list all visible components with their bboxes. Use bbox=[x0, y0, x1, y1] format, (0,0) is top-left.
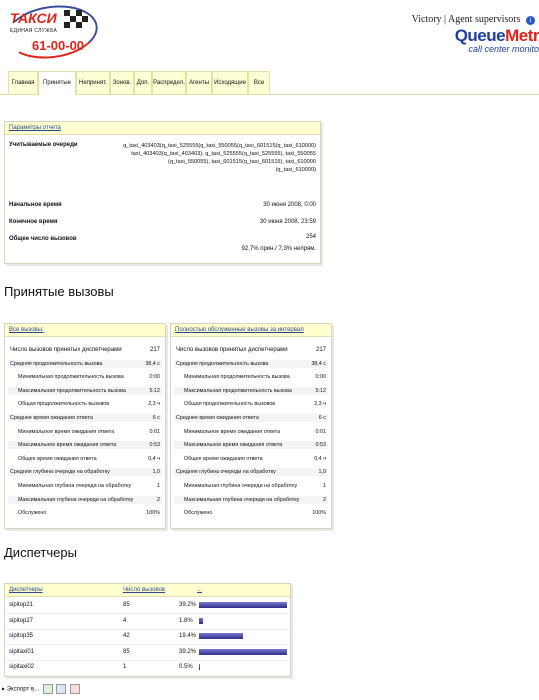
dispatcher-name[interactable]: sipitop27 bbox=[9, 617, 34, 624]
dispatcher-percent: 19.4% bbox=[179, 633, 197, 639]
dispatcher-calls: 85 bbox=[123, 602, 130, 608]
stat-row bbox=[174, 387, 328, 395]
stat-row bbox=[8, 414, 162, 422]
stat-row bbox=[8, 441, 162, 449]
stat-label: Минимальная продолжительность вызова bbox=[184, 374, 290, 381]
dispatcher-name[interactable]: sipitaxi01 bbox=[9, 648, 35, 655]
stat-row bbox=[174, 441, 328, 449]
stat-row bbox=[174, 496, 328, 504]
stat-value: 0,4 ч bbox=[314, 455, 326, 462]
dispatcher-share-bar bbox=[199, 618, 203, 624]
total-calls-value: 254 bbox=[305, 234, 316, 240]
stat-label: Максимальное время ожидания ответа bbox=[184, 442, 283, 449]
stat-row bbox=[8, 482, 162, 490]
stat-value: 6 с bbox=[152, 415, 160, 421]
stat-label: Минимальная глубина очереди на обработку bbox=[18, 483, 132, 489]
csv-export-icon[interactable] bbox=[56, 684, 66, 694]
dispatchers-table-header bbox=[5, 584, 290, 597]
tab-distribution[interactable]: Распредел. bbox=[152, 71, 186, 95]
all-calls-panel bbox=[4, 323, 166, 529]
stat-row bbox=[8, 400, 162, 408]
dispatcher-percent: 0.5% bbox=[179, 664, 193, 670]
dispatcher-row bbox=[5, 645, 290, 661]
stat-value: 1,0 bbox=[152, 469, 160, 476]
stat-value: 0:53 bbox=[315, 442, 326, 449]
stat-row bbox=[174, 428, 328, 436]
stat-value: 1 bbox=[157, 483, 160, 489]
stat-label: Обслужено bbox=[184, 510, 213, 517]
dispatcher-percent: 1.8% bbox=[179, 617, 193, 624]
stat-value: 100% bbox=[312, 510, 326, 517]
tab-accepted[interactable]: Принятые bbox=[38, 71, 76, 96]
stat-row bbox=[174, 509, 328, 517]
stat-row bbox=[8, 468, 162, 476]
logo-brand: ТАКСИ bbox=[10, 10, 57, 26]
stat-label: Максимальное время ожидания ответа bbox=[18, 442, 117, 449]
params-title: Параметры отчета bbox=[5, 122, 320, 135]
stat-value: 5:12 bbox=[149, 387, 160, 394]
dispatcher-calls: 85 bbox=[123, 648, 130, 655]
queues-value: q_taxi_403403(q_taxi_525555(q_taxi_550055(q_taxi_601515(q_taxi_610000) taxi_403403(q_taxi_403403), q_taxi_525555(q_taxi_525555), taxi_550055 (q_taxi_550055), taxi_601515(q_taxi_601515), taxi_610000 (q_taxi_610000) bbox=[123, 143, 316, 173]
dispatcher-calls: 4 bbox=[123, 617, 127, 624]
stat-row bbox=[8, 346, 162, 354]
stat-row bbox=[8, 373, 162, 381]
tab-outbound[interactable]: Исходящие bbox=[212, 71, 248, 95]
stat-value: 38,4 с bbox=[311, 360, 326, 367]
completed-calls-title: Полностью обслуженные вызовы за интервал bbox=[171, 324, 331, 337]
end-time-label: Конечное время bbox=[9, 219, 58, 225]
accepted-heading: Принятые вызовы bbox=[4, 284, 114, 299]
tab-unanswered[interactable]: Непринят. bbox=[76, 71, 110, 95]
stat-row bbox=[8, 428, 162, 436]
taxi-logo bbox=[2, 2, 94, 62]
col-more[interactable]: ... bbox=[197, 587, 203, 593]
stat-value: 0:01 bbox=[315, 428, 326, 435]
queuemetrics-logo: QueueMetr bbox=[454, 26, 539, 45]
col-dispatcher[interactable]: Диспетчеры bbox=[9, 587, 43, 593]
stat-row bbox=[174, 482, 328, 490]
tab-all[interactable]: Все bbox=[248, 71, 270, 95]
tab-agents[interactable]: Агенты bbox=[186, 71, 212, 95]
stat-value: 100% bbox=[146, 510, 160, 517]
stat-label: Максимальная глубина очереди на обработку bbox=[18, 496, 134, 503]
stat-row bbox=[174, 455, 328, 463]
stat-row bbox=[174, 360, 328, 368]
stat-row bbox=[174, 400, 328, 408]
stat-label: Минимальное время ожидания ответа bbox=[18, 428, 115, 435]
export-bar bbox=[2, 684, 80, 694]
logo-subtitle: ЕДИНАЯ СЛУЖБА bbox=[10, 28, 58, 34]
dispatcher-share-bar bbox=[199, 649, 287, 655]
stat-row bbox=[8, 455, 162, 463]
stat-label: Средняя продолжительность вызова bbox=[176, 360, 269, 367]
stat-label: Обслужено bbox=[18, 510, 47, 517]
stat-label: Среднее время ожидания ответа bbox=[10, 415, 93, 421]
stat-value: 0:01 bbox=[149, 428, 160, 435]
total-calls-label: Общее число вызовов bbox=[9, 236, 77, 242]
stat-value: 217 bbox=[149, 347, 160, 353]
stat-value: 2,3 ч bbox=[314, 401, 326, 408]
user-line: Victory | Agent supervisors bbox=[411, 14, 521, 25]
stat-row bbox=[174, 468, 328, 476]
stat-label: Минимальная глубина очереди на обработку bbox=[184, 483, 298, 489]
stat-row bbox=[174, 373, 328, 381]
queues-label: Учитываемые очереди bbox=[9, 142, 78, 148]
stat-value: 0:00 bbox=[149, 374, 160, 381]
start-time-value: 30 июня 2008, 0:00 bbox=[263, 202, 316, 208]
stat-value: 6 с bbox=[318, 415, 326, 421]
product-tagline: call center monito bbox=[468, 44, 539, 54]
user-bar bbox=[412, 14, 535, 25]
stat-value: 0:53 bbox=[149, 442, 160, 449]
stat-value: 2 bbox=[157, 496, 160, 503]
dispatcher-calls: 1 bbox=[123, 664, 127, 670]
stat-value: 1,0 bbox=[318, 469, 326, 476]
stat-value: 0,4 ч bbox=[148, 455, 160, 462]
dispatchers-heading: Диспетчеры bbox=[4, 545, 77, 560]
dispatchers-table bbox=[4, 583, 291, 677]
dispatcher-row bbox=[5, 660, 290, 676]
dispatcher-percent: 39.2% bbox=[179, 648, 197, 655]
dispatcher-calls: 42 bbox=[123, 633, 130, 639]
dispatcher-name[interactable]: sipitop21 bbox=[9, 602, 34, 608]
end-time-value: 30 июня 2008, 23:59 bbox=[259, 219, 316, 225]
stat-label: Минимальное время ожидания ответа bbox=[184, 428, 281, 435]
info-icon[interactable]: i bbox=[526, 16, 535, 25]
stat-row bbox=[174, 346, 328, 354]
dispatcher-share-bar bbox=[199, 602, 287, 608]
col-calls[interactable]: Число вызовов bbox=[123, 587, 166, 593]
stat-value: 2 bbox=[323, 496, 326, 503]
stat-label: Максимальная продолжительность вызова bbox=[18, 387, 126, 394]
dispatcher-name[interactable]: sipitop35 bbox=[9, 633, 34, 639]
stat-label: Общая продолжительность вызовов bbox=[18, 401, 110, 408]
total-calls-split: 92,7% прин./ 7,3% непрям. bbox=[241, 246, 316, 252]
dispatcher-share-bar bbox=[199, 664, 200, 670]
pdf-export-icon[interactable] bbox=[70, 684, 80, 694]
excel-export-icon[interactable] bbox=[43, 684, 53, 694]
stat-value: 217 bbox=[315, 347, 326, 353]
stat-row bbox=[174, 414, 328, 422]
dispatcher-percent: 39.2% bbox=[179, 602, 197, 608]
stat-row bbox=[8, 509, 162, 517]
stat-value: 1 bbox=[323, 483, 326, 489]
dispatcher-share-bar bbox=[199, 633, 243, 639]
tab-zones[interactable]: Зонов. bbox=[110, 71, 134, 95]
stat-label: Максимальная глубина очереди на обработку bbox=[184, 496, 300, 503]
stat-value: 38,4 с bbox=[145, 360, 160, 367]
report-params-panel bbox=[4, 121, 321, 264]
tab-extra[interactable]: Доп. bbox=[134, 71, 152, 95]
stat-label: Средняя глубина очереди на обработку bbox=[10, 469, 110, 476]
stat-label: Средняя глубина очереди на обработку bbox=[176, 469, 276, 476]
tab-main[interactable]: Главная bbox=[8, 71, 38, 95]
stat-row bbox=[8, 496, 162, 504]
stat-row bbox=[8, 360, 162, 368]
all-calls-title: Все вызовы: bbox=[5, 324, 165, 337]
stat-value: 5:12 bbox=[315, 387, 326, 394]
stat-label: Максимальная продолжительность вызова bbox=[184, 387, 292, 394]
dispatcher-row bbox=[5, 598, 290, 614]
stat-value: 2,3 ч bbox=[148, 401, 160, 408]
stat-value: 0:00 bbox=[315, 374, 326, 381]
checker-icon bbox=[64, 10, 90, 30]
stat-label: Общее время ожидания ответа bbox=[184, 455, 263, 462]
export-arrow-icon: ▸ bbox=[2, 686, 6, 693]
export-label: Экспорт в... bbox=[6, 686, 40, 693]
dispatcher-row bbox=[5, 614, 290, 630]
stat-label: Средняя продолжительность вызова bbox=[10, 360, 103, 367]
tab-bar bbox=[0, 68, 539, 96]
stat-label: Среднее время ожидания ответа bbox=[176, 415, 259, 421]
stat-row bbox=[8, 387, 162, 395]
stat-label: Число вызовов принятых диспетчерами bbox=[10, 347, 122, 353]
completed-calls-panel bbox=[170, 323, 332, 529]
stat-label: Общее время ожидания ответа bbox=[18, 455, 97, 462]
stat-label: Число вызовов принятых диспетчерами bbox=[176, 347, 288, 353]
start-time-label: Начальное время bbox=[9, 202, 62, 208]
dispatcher-row bbox=[5, 629, 290, 645]
stat-label: Общая продолжительность вызовов bbox=[184, 401, 276, 408]
dispatcher-name[interactable]: sipitaxi02 bbox=[9, 664, 35, 670]
logo-phone: 61-00-00 bbox=[32, 38, 85, 53]
stat-label: Минимальная продолжительность вызова bbox=[18, 374, 124, 381]
